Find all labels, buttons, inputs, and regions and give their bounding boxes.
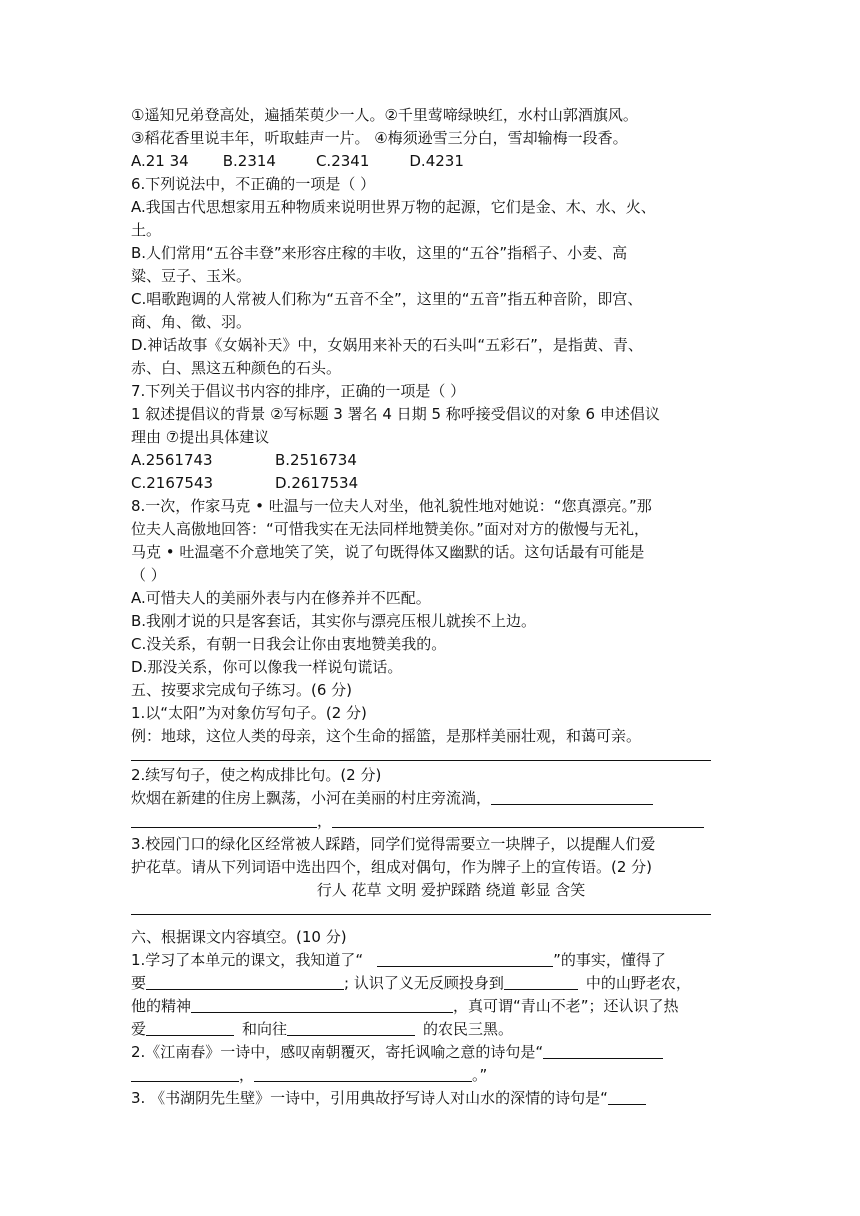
q7-options-row-1 bbox=[131, 449, 731, 472]
q6-stem: 6.下列说法中，不正确的一项是（ ） bbox=[131, 175, 376, 193]
q5-poem-line-2: ③稻花香里说丰年，听取蛙声一片。 ④梅须逊雪三分白，雪却输梅一段香。 bbox=[131, 129, 628, 147]
sec5-word-bank: 行人 花草 文明 爱护踩踏 绕道 彰显 含笑 bbox=[316, 881, 586, 899]
sec6-q1-line-3 bbox=[131, 995, 731, 1018]
sec6-q1-text-c: 要 bbox=[131, 974, 147, 992]
sec6-q3-line-1 bbox=[131, 1087, 731, 1110]
q6-option-b-line-1: B.人们常用“五谷丰登”来形容庄稼的丰收，这里的“五谷”指稻子、小麦、高 bbox=[131, 244, 628, 262]
sec5-q2: 2.续写句子，使之构成排比句。(2 分) bbox=[131, 766, 382, 784]
sec5-q2-continuation bbox=[131, 810, 731, 833]
sec6-q1-line-1 bbox=[131, 949, 731, 972]
q5-option-a: A.21 34 bbox=[131, 152, 189, 170]
section-5-title: 五、按要求完成句子练习。(6 分) bbox=[131, 681, 353, 699]
answer-blank-poem-a[interactable] bbox=[543, 1042, 663, 1059]
answer-blank-poem-d[interactable] bbox=[608, 1088, 646, 1105]
answer-blank-place[interactable] bbox=[504, 973, 578, 990]
answer-blank-yearn[interactable] bbox=[287, 1019, 415, 1036]
sec5-q2-comma: ， bbox=[317, 812, 333, 830]
answer-blank-fact[interactable] bbox=[377, 950, 553, 967]
q8-stem-line-4: （ ） bbox=[131, 566, 166, 584]
sec6-q1-text-j: 的农民三黑。 bbox=[423, 1020, 514, 1038]
answer-blank-q2-b[interactable] bbox=[131, 811, 317, 828]
answer-blank-spirit[interactable] bbox=[191, 996, 453, 1013]
q6-option-a-line-2: 土。 bbox=[131, 221, 162, 239]
q6-option-d-line-2: 赤、白、黑这五种颜色的石头。 bbox=[131, 359, 342, 377]
q6-option-d-line-1: D.神话故事《女娲补天》中，女娲用来补天的石头叫“五彩石”，是指黄、青、 bbox=[131, 336, 643, 354]
answer-blank-q2-a[interactable] bbox=[491, 788, 653, 805]
q8-option-d: D.那没关系，你可以像我一样说句谎话。 bbox=[131, 658, 403, 676]
sec6-q1-line-4 bbox=[131, 1018, 731, 1041]
q5-option-b: B.2314 bbox=[222, 152, 276, 170]
exam-page bbox=[131, 104, 731, 1110]
sec5-q2-sentence bbox=[131, 787, 731, 810]
sec6-q1-text-d: ; 认识了义无反顾投身到 bbox=[344, 974, 504, 992]
q7-items-line-1: 1 叙述提倡议的背景 ②写标题 3 署名 4 日期 5 称呼接受倡议的对象 6 申述倡议 bbox=[131, 405, 660, 423]
sec6-q1-text-h: 爱 bbox=[131, 1020, 147, 1038]
q8-stem-line-2: 位夫人高傲地回答：“可惜我实在无法同样地赞美你。”面对对方的傲慢与无礼， bbox=[131, 520, 650, 538]
answer-blank-poem-c[interactable] bbox=[254, 1065, 472, 1082]
q7-option-b: B.2516734 bbox=[275, 451, 357, 469]
answer-blank-love[interactable] bbox=[146, 1019, 234, 1036]
q8-stem-line-1: 8.一次，作家马克 • 吐温与一位夫人对坐，他礼貌性地对她说：“您真漂亮。”那 bbox=[131, 497, 652, 515]
sec6-q2-end: 。” bbox=[472, 1066, 488, 1084]
q5-options bbox=[131, 150, 731, 173]
sec6-q1-text-b: ”的事实，懂得了 bbox=[553, 951, 666, 969]
sec6-q1-text-f: 他的精神 bbox=[131, 997, 192, 1015]
sec5-q2-text: 炊烟在新建的住房上飘荡，小河在美丽的村庄旁流淌， bbox=[131, 789, 492, 807]
q7-options-row-2 bbox=[131, 472, 731, 495]
q8-stem-line-3: 马克 • 吐温毫不介意地笑了笑，说了句既得体又幽默的话。这句话最有可能是 bbox=[131, 543, 645, 561]
q6-option-c-line-1: C.唱歌跑调的人常被人们称为“五音不全”，这里的“五音”指五种音阶，即宫、 bbox=[131, 290, 643, 308]
sec5-example: 例：地球，这位人类的母亲，这个生命的摇篮，是那样美丽壮观，和蔼可亲。 bbox=[131, 727, 642, 745]
q7-option-c: C.2167543 bbox=[131, 474, 214, 492]
sec5-q1: 1.以“太阳”为对象仿写句子。(2 分) bbox=[131, 704, 367, 722]
answer-line-q1[interactable] bbox=[131, 748, 711, 761]
sec6-q3-text: 3. 《书湖阴先生壁》一诗中，引用典故抒写诗人对山水的深情的诗句是“ bbox=[131, 1089, 608, 1107]
q8-option-b: B.我刚才说的只是客套话，其实你与漂亮压根儿就挨不上边。 bbox=[131, 612, 537, 630]
sec6-q1-text-i: 和向往 bbox=[242, 1020, 288, 1038]
q7-option-a: A.2561743 bbox=[131, 451, 213, 469]
answer-blank-lesson[interactable] bbox=[146, 973, 344, 990]
q6-option-c-line-2: 商、角、徵、羽。 bbox=[131, 313, 252, 331]
q6-option-a-line-1: A.我国古代思想家用五种物质来说明世界万物的起源，它们是金、木、水、火、 bbox=[131, 198, 656, 216]
sec5-q3-line-2: 护花草。请从下列词语中选出四个，组成对偶句，作为牌子上的宣传语。(2 分) bbox=[131, 858, 653, 876]
sec6-q2-line-2 bbox=[131, 1064, 731, 1087]
q7-stem: 7.下列关于倡议书内容的排序，正确的一项是（ ） bbox=[131, 382, 466, 400]
q5-option-d: D.4231 bbox=[409, 152, 464, 170]
sec6-q1-text-a: 1.学习了本单元的课文，我知道了“ bbox=[131, 951, 364, 969]
section-6-title: 六、根据课文内容填空。(10 分) bbox=[131, 928, 347, 946]
q6-option-b-line-2: 粱、豆子、玉米。 bbox=[131, 267, 252, 285]
sec5-q3-line-1: 3.校园门口的绿化区经常被人踩踏，同学们觉得需要立一块牌子，以提醒人们爱 bbox=[131, 835, 656, 853]
sec6-q2-comma: ， bbox=[239, 1066, 255, 1084]
sec6-q2-text-a: 2.《江南春》一诗中，感叹南朝覆灭，寄托讽喻之意的诗句是“ bbox=[131, 1043, 544, 1061]
q7-option-d: D.2617534 bbox=[275, 474, 359, 492]
answer-blank-poem-b[interactable] bbox=[131, 1065, 239, 1082]
q5-poem-line-1: ①遥知兄弟登高处，遍插茱萸少一人。②千里莺啼绿映红，水村山郭酒旗风。 bbox=[131, 106, 638, 124]
sec6-q1-text-e: 中的山野老农， bbox=[585, 974, 691, 992]
answer-blank-q2-c[interactable] bbox=[332, 811, 704, 828]
sec6-q1-text-g: ，真可谓“青山不老”；还认识了热 bbox=[453, 997, 679, 1015]
q7-items-line-2: 理由 ⑦提出具体建议 bbox=[131, 428, 270, 446]
q5-option-c: C.2341 bbox=[315, 152, 370, 170]
answer-line-q3[interactable] bbox=[131, 902, 711, 915]
spacer bbox=[131, 918, 731, 926]
q8-option-a: A.可惜夫人的美丽外表与内在修养并不匹配。 bbox=[131, 589, 431, 607]
q8-option-c: C.没关系，有朝一日我会让你由衷地赞美我的。 bbox=[131, 635, 447, 653]
sec6-q2-line-1 bbox=[131, 1041, 731, 1064]
sec6-q1-line-2 bbox=[131, 972, 731, 995]
